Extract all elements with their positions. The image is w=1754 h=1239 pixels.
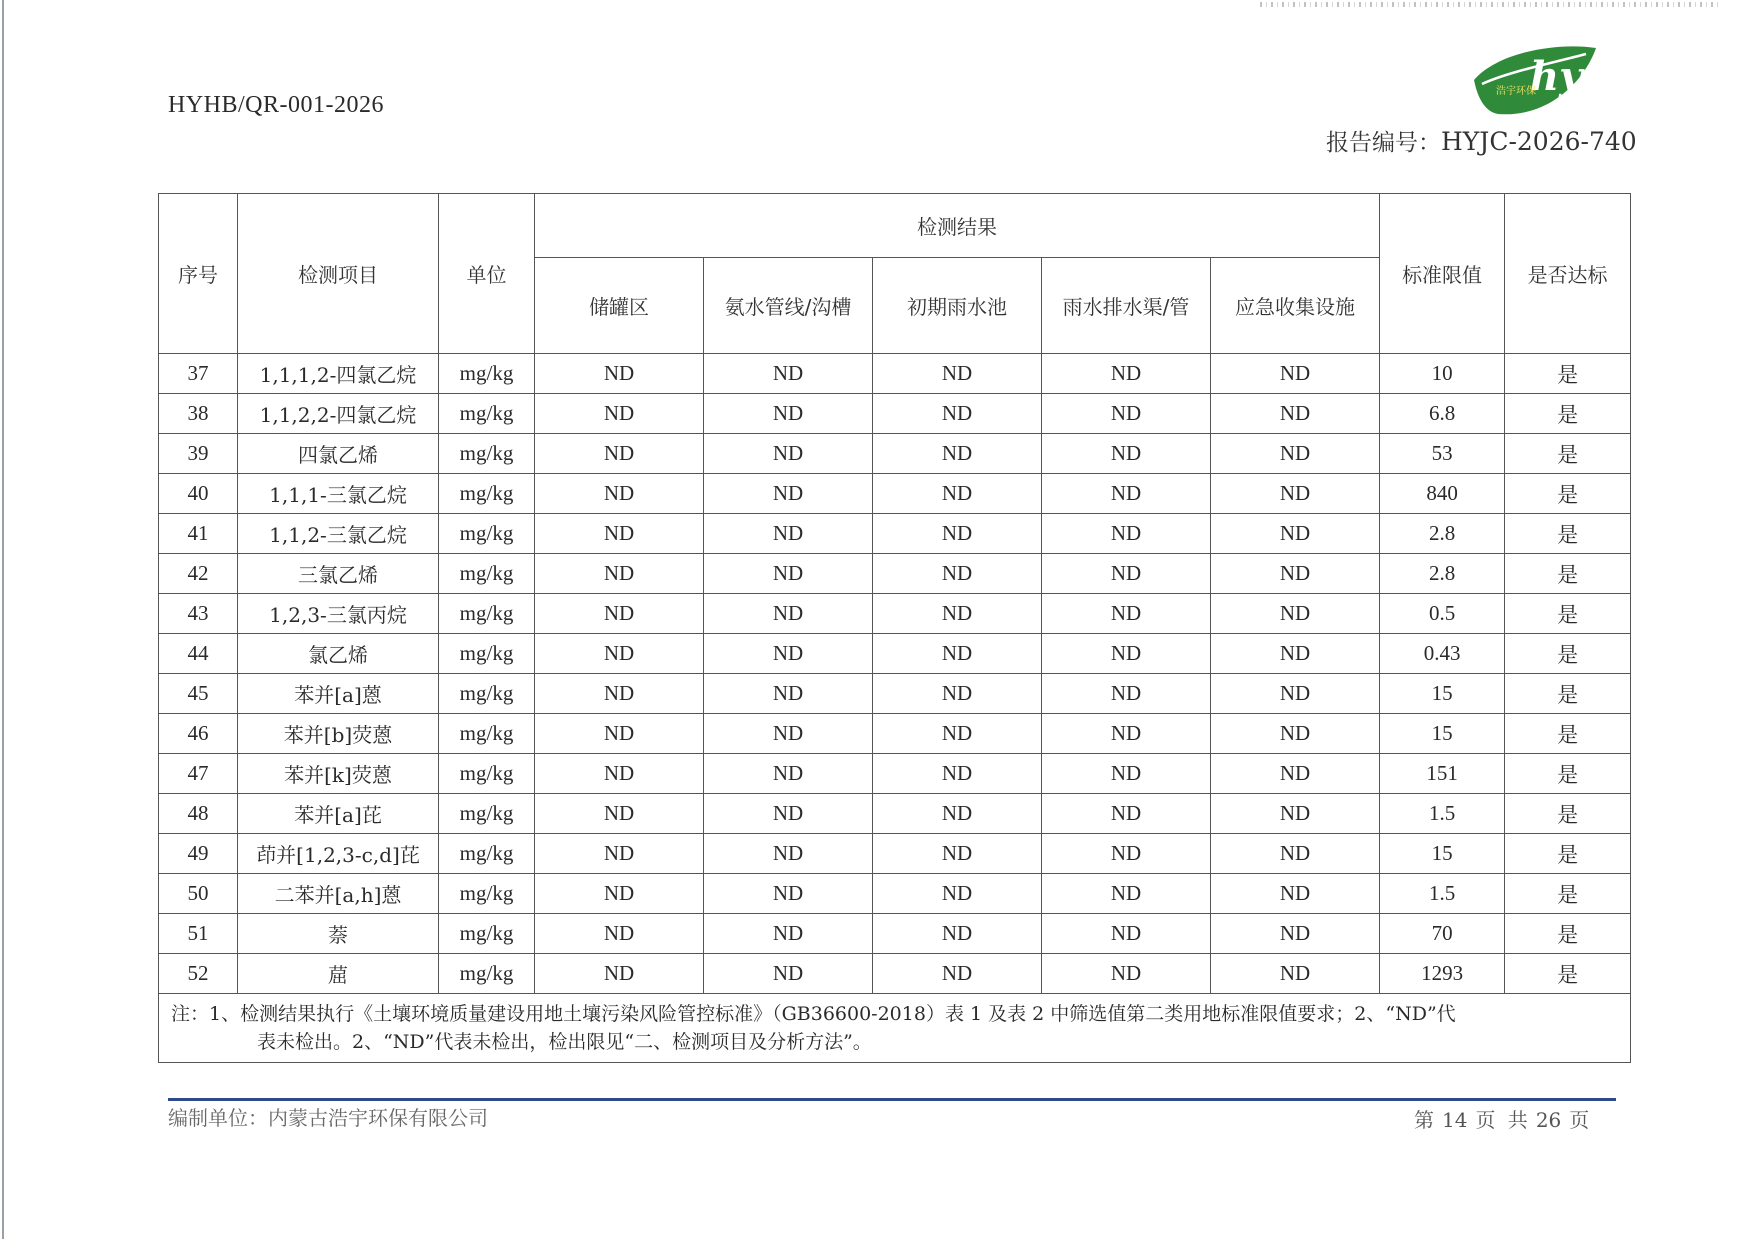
result-cell: ND <box>704 354 873 394</box>
compliant-cell: 是 <box>1505 954 1631 994</box>
compliant-cell: 是 <box>1505 754 1631 794</box>
compliant-cell: 是 <box>1505 794 1631 834</box>
result-cell: ND <box>1042 914 1211 954</box>
unit-cell: mg/kg <box>439 834 535 874</box>
header-compliant: 是否达标 <box>1505 194 1631 354</box>
header-site-1: 氨水管线/沟槽 <box>704 258 873 354</box>
result-cell: ND <box>1211 714 1380 754</box>
table-row <box>159 754 1631 794</box>
result-cell: ND <box>1211 674 1380 714</box>
unit-cell: mg/kg <box>439 954 535 994</box>
limit-cell: 10 <box>1380 354 1505 394</box>
result-cell: ND <box>535 594 704 634</box>
header-site-4: 应急收集设施 <box>1211 258 1380 354</box>
limit-cell: 1.5 <box>1380 874 1505 914</box>
result-cell: ND <box>1211 794 1380 834</box>
item-cell: 苯并[k]荧蒽 <box>238 754 439 794</box>
seq-cell: 37 <box>159 354 238 394</box>
unit-cell: mg/kg <box>439 674 535 714</box>
result-cell: ND <box>535 954 704 994</box>
seq-cell: 47 <box>159 754 238 794</box>
result-cell: ND <box>873 554 1042 594</box>
result-cell: ND <box>1042 874 1211 914</box>
result-cell: ND <box>704 434 873 474</box>
limit-cell: 0.5 <box>1380 594 1505 634</box>
result-cell: ND <box>535 914 704 954</box>
result-cell: ND <box>535 474 704 514</box>
result-cell: ND <box>704 874 873 914</box>
result-cell: ND <box>535 674 704 714</box>
result-cell: ND <box>704 714 873 754</box>
item-cell: 1,1,2,2-四氯乙烷 <box>238 394 439 434</box>
unit-cell: mg/kg <box>439 594 535 634</box>
result-cell: ND <box>1211 914 1380 954</box>
table-row <box>159 594 1631 634</box>
results-table <box>158 193 1631 1063</box>
document-code: HYHB/QR-001-2026 <box>168 92 384 118</box>
result-cell: ND <box>1211 594 1380 634</box>
limit-cell: 1.5 <box>1380 794 1505 834</box>
compliant-cell: 是 <box>1505 634 1631 674</box>
compliant-cell: 是 <box>1505 594 1631 634</box>
limit-cell: 70 <box>1380 914 1505 954</box>
scan-artifact <box>1260 2 1720 7</box>
result-cell: ND <box>1042 514 1211 554</box>
seq-cell: 48 <box>159 794 238 834</box>
logo-text: 浩宇环保 <box>1496 86 1536 97</box>
unit-cell: mg/kg <box>439 874 535 914</box>
header-unit: 单位 <box>439 194 535 354</box>
seq-cell: 42 <box>159 554 238 594</box>
result-cell: ND <box>1211 554 1380 594</box>
result-cell: ND <box>535 434 704 474</box>
page-prefix: 第 <box>1414 1108 1434 1132</box>
item-cell: 苯并[b]荧蒽 <box>238 714 439 754</box>
result-cell: ND <box>535 394 704 434</box>
result-cell: ND <box>1211 354 1380 394</box>
limit-cell: 15 <box>1380 674 1505 714</box>
result-cell: ND <box>1042 794 1211 834</box>
result-cell: ND <box>1211 434 1380 474</box>
result-cell: ND <box>1042 954 1211 994</box>
result-cell: ND <box>1211 754 1380 794</box>
compliant-cell: 是 <box>1505 834 1631 874</box>
seq-cell: 39 <box>159 434 238 474</box>
item-cell: 氯乙烯 <box>238 634 439 674</box>
compliant-cell: 是 <box>1505 354 1631 394</box>
table-row <box>159 714 1631 754</box>
seq-cell: 44 <box>159 634 238 674</box>
table-row <box>159 474 1631 514</box>
unit-cell: mg/kg <box>439 634 535 674</box>
result-cell: ND <box>1211 634 1380 674</box>
result-cell: ND <box>704 634 873 674</box>
limit-cell: 2.8 <box>1380 554 1505 594</box>
table-row <box>159 354 1631 394</box>
report-number <box>1326 124 1637 157</box>
unit-cell: mg/kg <box>439 554 535 594</box>
result-cell: ND <box>704 954 873 994</box>
result-cell: ND <box>873 874 1042 914</box>
result-cell: ND <box>1042 674 1211 714</box>
table-row <box>159 874 1631 914</box>
result-cell: ND <box>873 674 1042 714</box>
result-cell: ND <box>704 474 873 514</box>
result-cell: ND <box>873 714 1042 754</box>
result-cell: ND <box>1042 354 1211 394</box>
item-cell: 三氯乙烯 <box>238 554 439 594</box>
result-cell: ND <box>704 674 873 714</box>
header-standard: 标准限值 <box>1380 194 1505 354</box>
seq-cell: 40 <box>159 474 238 514</box>
unit-cell: mg/kg <box>439 754 535 794</box>
page-number <box>1410 1104 1593 1133</box>
result-cell: ND <box>1042 834 1211 874</box>
result-cell: ND <box>1042 594 1211 634</box>
item-cell: 苯并[a]芘 <box>238 794 439 834</box>
table-row <box>159 674 1631 714</box>
header-site-2: 初期雨水池 <box>873 258 1042 354</box>
seq-cell: 46 <box>159 714 238 754</box>
footer-org: 编制单位：内蒙古浩宇环保有限公司 <box>168 1106 488 1130</box>
limit-cell: 151 <box>1380 754 1505 794</box>
compliant-cell: 是 <box>1505 554 1631 594</box>
item-cell: 二苯并[a,h]蒽 <box>238 874 439 914</box>
limit-cell: 2.8 <box>1380 514 1505 554</box>
scan-left-edge <box>2 0 4 1239</box>
result-cell: ND <box>1042 714 1211 754</box>
limit-cell: 840 <box>1380 474 1505 514</box>
table-row <box>159 514 1631 554</box>
result-cell: ND <box>704 754 873 794</box>
seq-cell: 51 <box>159 914 238 954</box>
seq-cell: 49 <box>159 834 238 874</box>
result-cell: ND <box>535 794 704 834</box>
result-cell: ND <box>535 554 704 594</box>
report-number-label: 报告编号： <box>1326 130 1441 156</box>
table-row <box>159 954 1631 994</box>
compliant-cell: 是 <box>1505 914 1631 954</box>
header-site-0: 储罐区 <box>535 258 704 354</box>
result-cell: ND <box>704 394 873 434</box>
result-cell: ND <box>873 394 1042 434</box>
seq-cell: 52 <box>159 954 238 994</box>
result-cell: ND <box>704 794 873 834</box>
result-cell: ND <box>873 794 1042 834</box>
unit-cell: mg/kg <box>439 794 535 834</box>
item-cell: 1,2,3-三氯丙烷 <box>238 594 439 634</box>
limit-cell: 0.43 <box>1380 634 1505 674</box>
header-site-3: 雨水排水渠/管 <box>1042 258 1211 354</box>
item-cell: 四氯乙烯 <box>238 434 439 474</box>
item-cell: 1,1,2-三氯乙烷 <box>238 514 439 554</box>
result-cell: ND <box>873 514 1042 554</box>
unit-cell: mg/kg <box>439 514 535 554</box>
result-cell: ND <box>873 754 1042 794</box>
result-cell: ND <box>1042 394 1211 434</box>
result-cell: ND <box>873 434 1042 474</box>
seq-cell: 50 <box>159 874 238 914</box>
page-suffix: 页 <box>1569 1108 1590 1132</box>
table-row <box>159 834 1631 874</box>
result-cell: ND <box>704 594 873 634</box>
result-cell: ND <box>535 514 704 554</box>
table-row <box>159 434 1631 474</box>
result-cell: ND <box>535 714 704 754</box>
footer-rule <box>168 1098 1616 1101</box>
limit-cell: 1293 <box>1380 954 1505 994</box>
note-line-2: 表未检出。2、“ND”代表未检出，检出限见“二、检测项目及分析方法”。 <box>257 1031 872 1053</box>
header-seq: 序号 <box>159 194 238 354</box>
result-cell: ND <box>1211 514 1380 554</box>
table-row <box>159 914 1631 954</box>
table-note <box>159 994 1631 1063</box>
table-row <box>159 634 1631 674</box>
unit-cell: mg/kg <box>439 914 535 954</box>
result-cell: ND <box>1211 834 1380 874</box>
result-cell: ND <box>704 914 873 954</box>
unit-cell: mg/kg <box>439 394 535 434</box>
result-cell: ND <box>704 834 873 874</box>
unit-cell: mg/kg <box>439 474 535 514</box>
table-row <box>159 394 1631 434</box>
result-cell: ND <box>535 634 704 674</box>
seq-cell: 43 <box>159 594 238 634</box>
result-cell: ND <box>1042 634 1211 674</box>
table-row <box>159 554 1631 594</box>
limit-cell: 15 <box>1380 834 1505 874</box>
item-cell: 1,1,1-三氯乙烷 <box>238 474 439 514</box>
result-cell: ND <box>535 354 704 394</box>
item-cell: 1,1,1,2-四氯乙烷 <box>238 354 439 394</box>
result-cell: ND <box>1042 754 1211 794</box>
compliant-cell: 是 <box>1505 434 1631 474</box>
unit-cell: mg/kg <box>439 354 535 394</box>
result-cell: ND <box>535 754 704 794</box>
result-cell: ND <box>704 554 873 594</box>
result-cell: ND <box>535 874 704 914</box>
seq-cell: 38 <box>159 394 238 434</box>
limit-cell: 6.8 <box>1380 394 1505 434</box>
result-cell: ND <box>535 834 704 874</box>
item-cell: 萘 <box>238 914 439 954</box>
compliant-cell: 是 <box>1505 714 1631 754</box>
item-cell: 茚并[1,2,3-c,d]芘 <box>238 834 439 874</box>
table-body <box>159 354 1631 994</box>
result-cell: ND <box>1211 474 1380 514</box>
report-number-value: HYJC-2026-740 <box>1441 127 1637 156</box>
table-row <box>159 794 1631 834</box>
header-results-group: 检测结果 <box>535 194 1380 258</box>
page-total: 26 <box>1535 1108 1562 1132</box>
result-cell: ND <box>1042 474 1211 514</box>
limit-cell: 15 <box>1380 714 1505 754</box>
compliant-cell: 是 <box>1505 394 1631 434</box>
result-cell: ND <box>1211 954 1380 994</box>
header-item: 检测项目 <box>238 194 439 354</box>
item-cell: 䓛 <box>238 954 439 994</box>
unit-cell: mg/kg <box>439 714 535 754</box>
compliant-cell: 是 <box>1505 474 1631 514</box>
result-cell: ND <box>873 834 1042 874</box>
page-mid: 页 共 <box>1475 1108 1528 1132</box>
result-cell: ND <box>704 514 873 554</box>
result-cell: ND <box>1042 554 1211 594</box>
result-cell: ND <box>873 474 1042 514</box>
result-cell: ND <box>873 354 1042 394</box>
result-cell: ND <box>873 954 1042 994</box>
result-cell: ND <box>1211 874 1380 914</box>
company-logo <box>1468 42 1600 120</box>
page-current: 14 <box>1442 1108 1468 1132</box>
note-line-1: 注：1、检测结果执行《土壤环境质量建设用地土壤污染风险管控标准》（GB36600-2018）表 1 及表 2 中筛选值第二类用地标准限值要求；2、“ND”代 <box>171 1003 1456 1025</box>
item-cell: 苯并[a]蒽 <box>238 674 439 714</box>
compliant-cell: 是 <box>1505 874 1631 914</box>
unit-cell: mg/kg <box>439 434 535 474</box>
result-cell: ND <box>873 594 1042 634</box>
result-cell: ND <box>1211 394 1380 434</box>
seq-cell: 41 <box>159 514 238 554</box>
seq-cell: 45 <box>159 674 238 714</box>
svg-text:hy: hy <box>1530 53 1583 100</box>
result-cell: ND <box>873 914 1042 954</box>
compliant-cell: 是 <box>1505 514 1631 554</box>
compliant-cell: 是 <box>1505 674 1631 714</box>
result-cell: ND <box>873 634 1042 674</box>
result-cell: ND <box>1042 434 1211 474</box>
limit-cell: 53 <box>1380 434 1505 474</box>
